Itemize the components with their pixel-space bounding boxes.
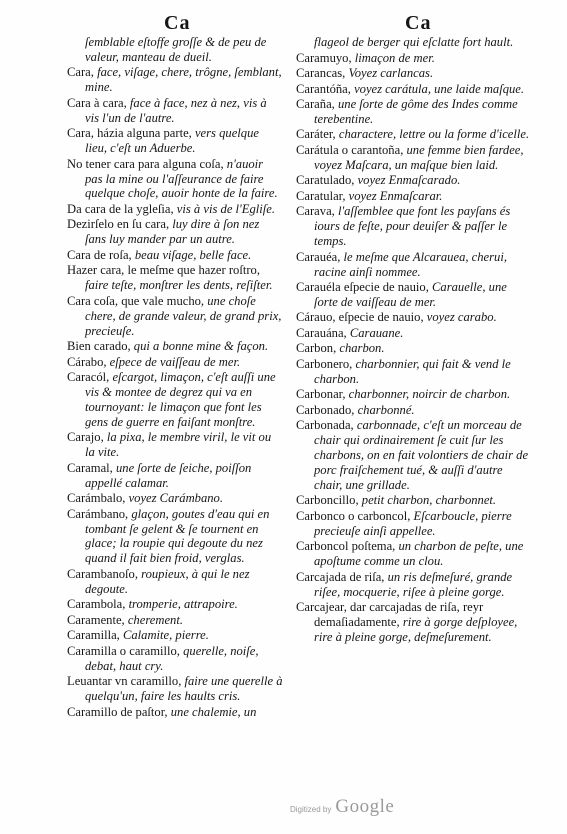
dictionary-entry [296, 189, 532, 204]
entry-french-gloss: Voyez carlancas. [348, 66, 434, 80]
entry-headword: Carancas, [296, 66, 349, 80]
entry-headword: No tener cara para alguna coſa, [67, 156, 227, 171]
dictionary-entry [296, 509, 532, 539]
entry-headword: Carava, [296, 204, 338, 219]
entry-french-gloss: faire teſte, monſtrer les dents, reſiſter. [85, 278, 273, 293]
entry-headword: Cárauo, eſpecie de nauio, [296, 310, 427, 325]
dictionary-entry [296, 143, 532, 173]
entry-headword: Carbonero, [296, 356, 356, 371]
dictionary-entry [296, 173, 532, 188]
entry-french-gloss: charactere, lettre ou la forme d'icelle. [338, 127, 530, 142]
dictionary-entry [67, 491, 283, 506]
entry-headword: Carauéla eſpecie de nauio, [296, 280, 433, 295]
entry-french-gloss: l'aſſemblee que font les payſans és iours de feſte, pour deuiſer & paſſer le temps. [314, 204, 511, 249]
entry-french-gloss: une chalemie, un [170, 704, 257, 719]
entry-french-gloss: face à face, nez à nez, vis à vis l'un de l'autre. [85, 95, 267, 125]
entry-headword: Cara, [67, 65, 98, 80]
dictionary-entry [296, 326, 532, 341]
dictionary-entry [296, 97, 532, 127]
entry-french-gloss: charbonnier, qui fait & vend le charbon. [314, 356, 511, 386]
dictionary-entry [67, 339, 283, 354]
entry-headword: Bien carado, [67, 339, 134, 354]
entry-headword: Carátula o carantoña, [296, 142, 407, 157]
entry-headword: Carcajada de riſa, [296, 569, 388, 584]
entry-headword: Caratular, [296, 188, 349, 203]
entry-french-gloss: petit charbon, charbonnet. [361, 493, 497, 508]
entry-headword: Carámbano, [67, 506, 132, 521]
right-column [296, 35, 532, 646]
dictionary-entry [296, 250, 532, 280]
entry-french-gloss: n'auoir pas la mine ou l'aſſeurance de faire quelque choſe, auoir honte de la faire. [85, 156, 278, 201]
entry-french-gloss: faire une querelle à quelqu'un, faire les haults cris. [85, 674, 283, 704]
entry-french-gloss: cherement. [127, 612, 183, 627]
dictionary-entry [67, 294, 283, 339]
left-column [67, 35, 283, 720]
dictionary-entry [67, 96, 283, 126]
entry-headword: Caratulado, [296, 173, 358, 188]
entry-french-gloss: une ſorte de gôme des Indes comme terebentine. [314, 97, 518, 126]
entry-headword: Carambanoſo, [67, 566, 142, 581]
entry-headword: Cara de roſa, [67, 247, 135, 262]
dictionary-entry [67, 430, 283, 460]
dictionary-entry [67, 217, 283, 247]
entry-headword: Caramente, [67, 612, 128, 627]
dictionary-entry [67, 461, 283, 491]
entry-headword: Caramilla, [67, 628, 123, 643]
entry-french-gloss: glaçon, goutes d'eau qui en tombant ſe gelent & ſe tournent en glace; la roupie qui degoute du nez quand il fait bien froid, verglas. [85, 506, 270, 566]
dictionary-entry [296, 539, 532, 569]
running-head-right: Ca [405, 12, 432, 34]
entry-headword: Caramillo de paſtor, [67, 704, 171, 719]
entry-headword: Carantóña, [296, 81, 355, 96]
dictionary-entry [67, 202, 283, 217]
dictionary-entry [296, 418, 532, 493]
entry-headword: Leuantar vn caramillo, [67, 674, 185, 689]
dictionary-entry [67, 628, 283, 643]
dictionary-entry [296, 66, 532, 81]
google-logo: Google [335, 796, 395, 817]
entry-french-gloss: ſemblable eſtoffe groſſe & de peu de valeur, manteau de dueil. [85, 35, 267, 64]
entry-french-gloss: Carauane. [349, 325, 404, 340]
entry-french-gloss: une ſorte de ſeiche, poiſſon appellé calamar. [85, 460, 252, 490]
dictionary-entry [67, 597, 283, 612]
dictionary-entry [296, 310, 532, 325]
dictionary-entry [296, 357, 532, 387]
entry-french-gloss: charbonné. [357, 402, 415, 417]
entry-headword: Carbon, [296, 341, 340, 356]
entry-french-gloss: eſpece de vaiſſeau de mer. [109, 354, 241, 369]
entry-headword: Caráter, [296, 127, 339, 142]
entry-french-gloss: beau viſage, belle face. [134, 247, 252, 262]
entry-french-gloss: charbon. [339, 341, 385, 356]
entry-headword: Cárabo, [67, 354, 110, 369]
entry-french-gloss: le meſme que Alcarauea, cherui, racine ainſi nommee. [314, 249, 507, 279]
entry-headword: Carámbalo, [67, 491, 129, 506]
entry-french-gloss: rire à gorge deſployee, rire à pleine gorge, deſmeſurement. [314, 615, 518, 644]
entry-french-gloss: voyez Enmaſcarado. [357, 173, 461, 188]
entry-french-gloss: un ris deſmeſuré, grande riſee, mocquerie, riſee à pleine gorge. [314, 569, 513, 599]
dictionary-entry [67, 705, 283, 720]
dictionary-entry [67, 567, 283, 597]
dictionary-entry [67, 613, 283, 628]
entry-french-gloss: roupieux, à qui le nez degoute. [85, 566, 250, 596]
dictionary-entry [67, 263, 283, 293]
entry-headword: Carbonada, [296, 418, 357, 433]
entry-headword: Carauána, [296, 325, 350, 340]
entry-headword: Cara, házia alguna parte, [67, 126, 195, 141]
entry-french-gloss: querelle, noiſe, debat, haut cry. [85, 643, 259, 673]
entry-french-gloss: voyez Carámbano. [128, 491, 224, 506]
entry-french-gloss: tromperie, attrapoire. [128, 597, 238, 612]
entry-headword: Cara à cara, [67, 95, 130, 110]
entry-french-gloss: carbonnade, c'eſt un morceau de chair qui ordinairement ſe cuit ſur les charbons, on en fait volontiers de chair de porc fraiſchement tué, & auſſi d'autre chair, une grillade. [314, 418, 529, 492]
dictionary-entry [296, 341, 532, 356]
dictionary-entry [67, 674, 283, 704]
entry-french-gloss: charbonner, noircir de charbon. [348, 387, 511, 402]
dictionary-entry [296, 204, 532, 249]
entry-french-gloss: Carauelle, une ſorte de vaiſſeau de mer. [314, 280, 507, 309]
entry-french-gloss: face, viſage, chere, trôgne, ſemblant, mine. [85, 65, 282, 95]
dictionary-entry [67, 65, 283, 95]
entry-french-gloss: voyez carátula, une laide maſque. [354, 81, 525, 96]
entry-headword: Carbonar, [296, 387, 349, 402]
entry-french-gloss: vers quelque lieu, c'eſt un Aduerbe. [85, 126, 259, 156]
dictionary-entry [296, 600, 532, 645]
dictionary-entry [296, 570, 532, 600]
entry-headword: Hazer cara, le meſme que hazer roſtro, [67, 263, 260, 278]
running-head-left: Ca [164, 12, 191, 34]
dictionary-entry [67, 507, 283, 567]
dictionary-entry [296, 403, 532, 418]
dictionary-entry [67, 35, 283, 65]
entry-french-gloss: la pixa, le membre viril, le vit ou la vite. [85, 430, 272, 460]
dictionary-entry [67, 355, 283, 370]
entry-headword: Caramuyo, [296, 50, 355, 65]
entry-french-gloss: flageol de berger qui eſclatte fort hault. [314, 35, 514, 49]
dictionary-entry [67, 248, 283, 263]
entry-headword: Carbonco o carboncol, [296, 508, 414, 523]
dictionary-entry [296, 82, 532, 97]
entry-headword: Carauéa, [296, 249, 344, 264]
dictionary-entry [67, 644, 283, 674]
entry-french-gloss: vis à vis de l'Egliſe. [176, 201, 275, 216]
entry-headword: Caraña, [296, 97, 338, 111]
dictionary-entry [296, 280, 532, 310]
entry-headword: Caracól, [67, 370, 113, 385]
entry-headword: Caramilla o caramillo, [67, 643, 184, 658]
entry-headword: Da cara de la ygleſia, [67, 201, 177, 216]
dictionary-entry [296, 35, 532, 50]
entry-french-gloss: qui a bonne mine & façon. [133, 339, 269, 354]
watermark-label: Digitized by [290, 805, 332, 814]
dictionary-entry [296, 493, 532, 508]
dictionary-entry [67, 126, 283, 156]
entry-headword: Carcajear, dar carcajadas de riſa, reyr demaſiadamente, [296, 600, 484, 630]
entry-french-gloss: Eſcarboucle, pierre precieuſe ainſi appellee. [314, 508, 512, 538]
entry-headword: Carbonado, [296, 402, 358, 417]
entry-headword: Dezirſelo en ſu cara, [67, 217, 173, 232]
entry-french-gloss: luy dire à ſon nez ſans luy mander par un autre. [85, 217, 260, 247]
entry-headword: Cara coſa, que vale mucho, [67, 293, 208, 308]
entry-headword: Carambola, [67, 597, 129, 612]
entry-headword: Carboncillo, [296, 493, 362, 508]
dictionary-entry [296, 387, 532, 402]
entry-french-gloss: voyez carabo. [426, 310, 497, 325]
dictionary-entry [67, 370, 283, 430]
entry-french-gloss: une femme bien fardee, voyez Maſcara, un maſque bien laid. [314, 142, 524, 172]
entry-headword: Caramal, [67, 460, 116, 475]
entry-french-gloss: Calamite, pierre. [122, 628, 209, 643]
entry-headword: Carajo, [67, 430, 107, 445]
entry-french-gloss: un charbon de peſte, une apoſtume comme un clou. [314, 539, 524, 569]
dictionary-entry [296, 127, 532, 142]
digitized-watermark [290, 796, 394, 818]
entry-headword: Carboncol poſtema, [296, 539, 399, 554]
entry-french-gloss: eſcargot, limaçon, c'eſt auſſi une vis & montee de degrez qui va en tournoyant: le limaçon que font les gens de guerre en faiſant monſtre. [85, 370, 276, 429]
dictionary-entry [67, 157, 283, 202]
entry-french-gloss: une choſe chere, de grande valeur, de grand prix, precieuſe. [85, 293, 282, 338]
entry-french-gloss: voyez Enmaſcarar. [348, 188, 443, 203]
entry-french-gloss: limaçon de mer. [354, 50, 435, 65]
dictionary-entry [296, 51, 532, 66]
